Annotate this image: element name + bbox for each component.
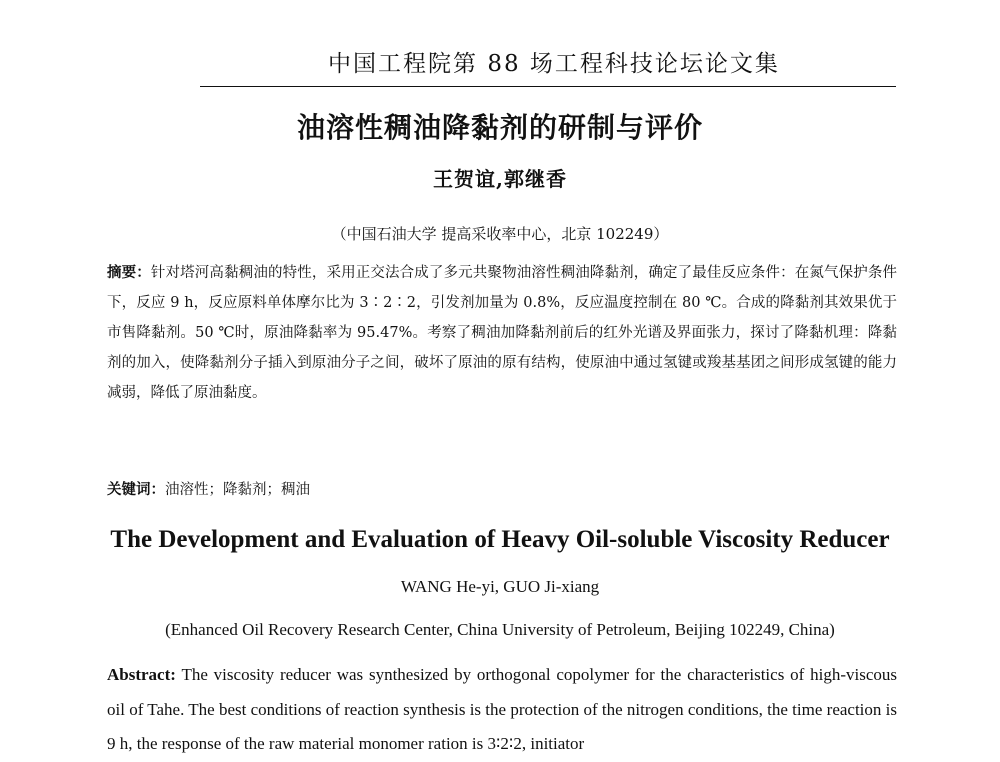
english-abstract-text: The viscosity reducer was synthesized by orthogonal copolymer for the characteristics of high-viscous oil of Tahe. The best conditions of reaction synthesis is the protection of the nitrogen conditions, the time reaction is 9 h, the response of the raw material monomer ration is 3∶2∶2, initiator [107,665,897,753]
chinese-abstract-label: 摘要： [107,265,151,281]
english-abstract [107,658,897,762]
chinese-title: 油溶性稠油降黏剂的研制与评价 [296,111,703,144]
english-authors: WANG He-yi, GUO Ji-xiang [400,577,600,596]
chinese-authors: 王贺谊,郭继香 [433,167,567,191]
chinese-abstract [107,258,897,408]
running-header: 中国工程院第 88 场工程科技论坛论文集 [328,51,780,77]
chinese-keywords-label: 关键词： [107,482,165,498]
english-title: The Development and Evaluation of Heavy Oil-soluble Viscosity Reducer [110,526,890,553]
english-abstract-label: Abstract: [107,665,176,684]
chinese-keywords [107,476,897,504]
chinese-affiliation: （中国石油大学 提高采收率中心，北京 102249） [331,225,669,243]
chinese-keywords-text: 油溶性；降黏剂；稠油 [165,482,310,498]
english-affiliation: (Enhanced Oil Recovery Research Center, China University of Petroleum, Beijing 102249, China) [165,620,835,639]
header-rule [200,86,896,87]
chinese-abstract-text: 针对塔河高黏稠油的特性，采用正交法合成了多元共聚物油溶性稠油降黏剂，确定了最佳反应条件：在氮气保护条件下，反应 9 h，反应原料单体摩尔比为 3∶2∶2，引发剂加量为 0.8%，反应温度控制在 80 ℃。合成的降黏剂其效果优于市售降黏剂。50 ℃时，原油降黏率为 95.47%。考察了稠油加降黏剂前后的红外光谱及界面张力，探讨了降黏机理：降黏剂的加入，使降黏剂分子插入到原油分子之间，破坏了原油的原有结构，使原油中通过氢键或羧基基团之间形成氢键的能力减弱，降低了原油黏度。 [107,265,898,401]
